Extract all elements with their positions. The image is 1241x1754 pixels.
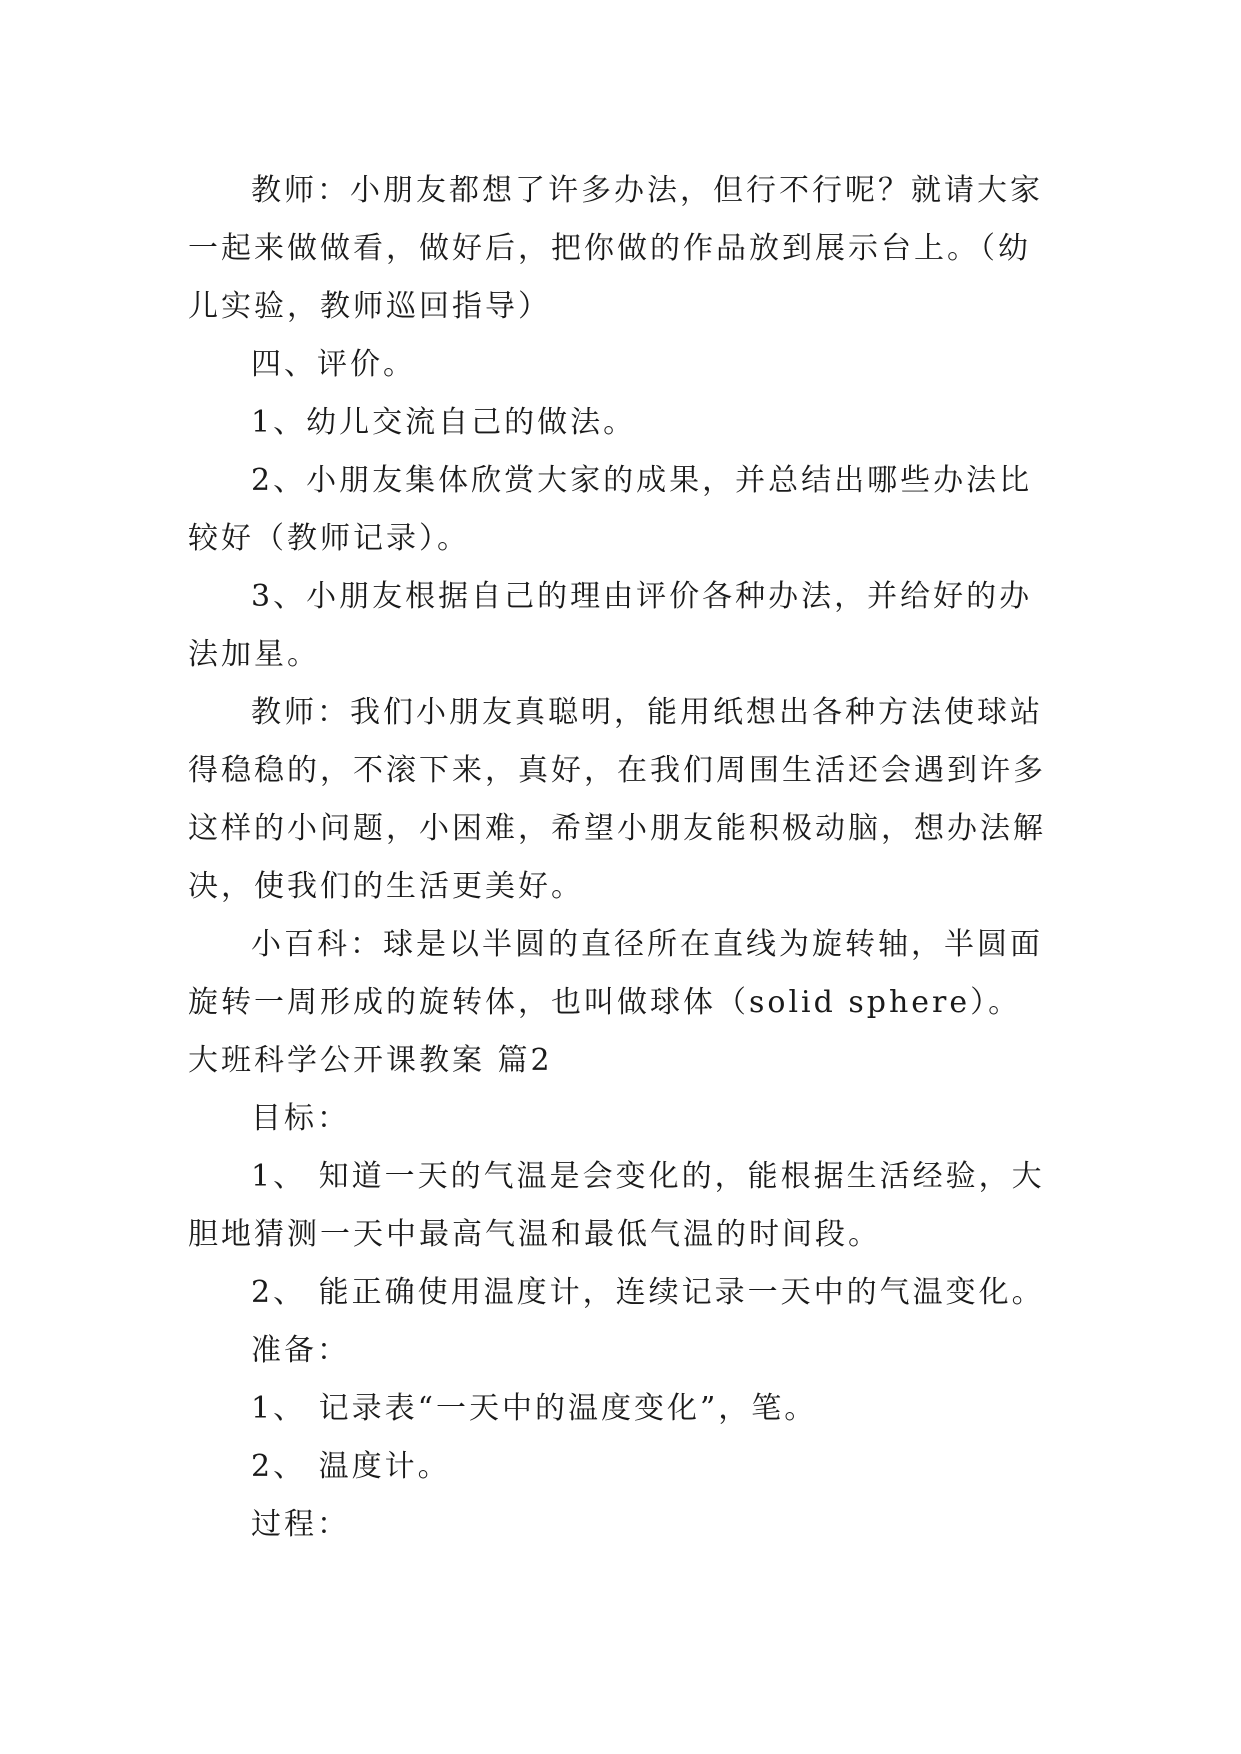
lesson-plan-title: 大班科学公开课教案 篇2 (188, 1043, 553, 1078)
list-item-goal-1: 1、 知道一天的气温是会变化的，能根据生活经验，大胆地猜测一天中最高气温和最低气温的时间段。 (188, 1159, 1045, 1252)
paragraph-teacher-summary: 教师：我们小朋友真聪明，能用纸想出各种方法使球站得稳稳的，不滚下来，真好，在我们周围生活还会遇到许多这样的小问题，小困难，希望小朋友能积极动脑，想办法解决，使我们的生活更美好。 (188, 695, 1046, 904)
list-item-goal-2: 2、 能正确使用温度计，连续记录一天中的气温变化。 (251, 1275, 1045, 1310)
document-body (188, 162, 1053, 1554)
section-heading-goals: 目标： (251, 1101, 350, 1136)
section-heading-evaluation: 四、评价。 (251, 347, 416, 382)
paragraph-teacher-instructions: 教师：小朋友都想了许多办法，但行不行呢？就请大家一起来做做看，做好后，把你做的作品放到展示台上。（幼儿实验，教师巡回指导） (188, 173, 1043, 324)
list-item-evaluation-3: 3、小朋友根据自己的理由评价各种办法，并给好的办法加星。 (188, 579, 1033, 672)
list-item-evaluation-1: 1、幼儿交流自己的做法。 (251, 405, 637, 440)
list-item-preparation-2: 2、 温度计。 (251, 1449, 451, 1484)
list-item-evaluation-2: 2、小朋友集体欣赏大家的成果，并总结出哪些办法比较好（教师记录）。 (188, 463, 1033, 556)
section-heading-process: 过程： (251, 1507, 350, 1542)
list-item-preparation-1: 1、 记录表“一天中的温度变化”，笔。 (251, 1391, 818, 1426)
section-heading-preparation: 准备： (251, 1333, 350, 1368)
paragraph-encyclopedia: 小百科：球是以半圆的直径所在直线为旋转轴，半圆面旋转一周形成的旋转体，也叫做球体（solid sphere）。 (188, 927, 1043, 1020)
